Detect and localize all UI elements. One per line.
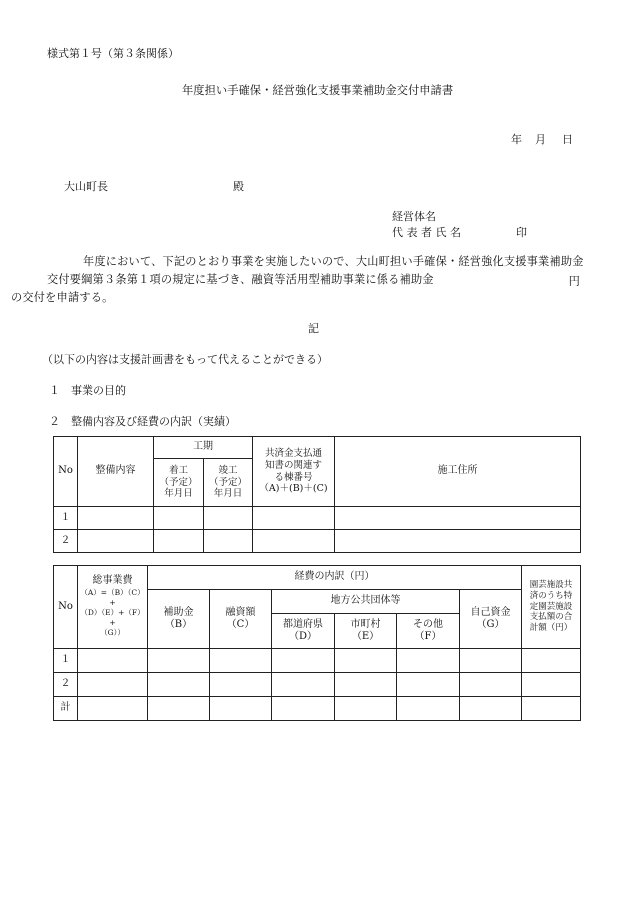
col-start: 着工 （予定） 年月日 xyxy=(154,459,204,507)
cell-prefecture[interactable] xyxy=(272,673,335,697)
col-end: 竣工 （予定） 年月日 xyxy=(204,459,253,507)
cell-own-funds[interactable] xyxy=(460,649,522,673)
cell-prefecture[interactable] xyxy=(272,649,335,673)
body-tail: の交付を申請する。 xyxy=(11,291,114,305)
cell-loan[interactable] xyxy=(210,673,272,697)
col-no: No xyxy=(54,566,78,649)
col-period: 工期 xyxy=(154,437,253,459)
cell-subsidy[interactable] xyxy=(148,697,210,721)
note-text: （以下の内容は支援計画書をもって代えることができる） xyxy=(42,353,328,366)
addressee-name: 大山町長 xyxy=(64,180,108,193)
cell-own-funds[interactable] xyxy=(460,673,522,697)
date-month: 月 xyxy=(535,133,546,146)
addressee-honorific: 殿 xyxy=(233,180,244,193)
cell-end[interactable] xyxy=(204,507,253,530)
section-2-heading: ２ 整備内容及び経費の内訳（実績） xyxy=(49,415,236,428)
cell-municipality[interactable] xyxy=(335,697,397,721)
date-year: 年 xyxy=(511,133,522,146)
cell-loan[interactable] xyxy=(210,697,272,721)
date-day: 日 xyxy=(562,133,573,146)
col-no: No xyxy=(54,437,78,507)
application-body xyxy=(11,253,592,307)
cell-other[interactable] xyxy=(397,649,460,673)
cell-prefecture[interactable] xyxy=(272,697,335,721)
col-prefecture: 都道府県 （D） xyxy=(272,614,335,649)
cell-municipality[interactable] xyxy=(335,649,397,673)
work-details-table xyxy=(53,436,581,553)
col-site: 施工住所 xyxy=(335,437,581,507)
table-row xyxy=(54,507,581,530)
col-local-government: 地方公共団体等 xyxy=(272,590,460,614)
cell-total[interactable] xyxy=(78,649,148,673)
col-total-cost: 総事業費 （A）=（B）（C）+ （D）（E）+（F）+ （G）） xyxy=(78,566,148,649)
cell-mutual[interactable] xyxy=(253,530,335,553)
section-1-heading: １ 事業の目的 xyxy=(49,384,126,397)
seal-mark: 印 xyxy=(516,226,527,239)
cell-site[interactable] xyxy=(335,507,581,530)
table-row xyxy=(54,649,581,673)
row-no: ２ xyxy=(54,530,78,553)
col-mutual-aid: 共済金支払通 知書の関連す る棟番号 （A)＋(B)＋(C) xyxy=(253,437,335,507)
row-no: １ xyxy=(54,649,78,673)
cell-subsidy[interactable] xyxy=(148,673,210,697)
col-subsidy: 補助金 （B） xyxy=(148,590,210,649)
cell-horticulture[interactable] xyxy=(522,673,581,697)
col-own-funds: 自己資金 （G） xyxy=(460,590,522,649)
cell-other[interactable] xyxy=(397,673,460,697)
cell-loan[interactable] xyxy=(210,649,272,673)
cell-mutual[interactable] xyxy=(253,507,335,530)
col-horticulture: 園芸施設共 済のうち特 定園芸施設 支払額の合 計額（円） xyxy=(522,566,581,649)
cell-start[interactable] xyxy=(154,507,204,530)
cell-start[interactable] xyxy=(154,530,204,553)
cell-total[interactable] xyxy=(78,673,148,697)
cell-content[interactable] xyxy=(78,507,154,530)
col-municipality: 市町村 （E） xyxy=(335,614,397,649)
applicant-entity-label: 経営体名 xyxy=(392,210,436,223)
col-content: 整備内容 xyxy=(78,437,154,507)
body-yen: 円 xyxy=(568,275,580,288)
table-row xyxy=(54,673,581,697)
applicant-representative-label: 代 表 者 氏 名 xyxy=(392,226,461,239)
col-other: その他 （F） xyxy=(397,614,460,649)
cell-content[interactable] xyxy=(78,530,154,553)
row-no: ２ xyxy=(54,673,78,697)
cell-horticulture[interactable] xyxy=(522,649,581,673)
col-loan: 融資額 （C） xyxy=(210,590,272,649)
cell-total[interactable] xyxy=(78,697,148,721)
row-no: １ xyxy=(54,507,78,530)
cell-horticulture[interactable] xyxy=(522,697,581,721)
cost-breakdown-table xyxy=(53,565,581,721)
form-id: 様式第１号（第３条関係） xyxy=(47,47,179,60)
ki-heading: 記 xyxy=(308,322,319,335)
cell-site[interactable] xyxy=(335,530,581,553)
cell-own-funds[interactable] xyxy=(460,697,522,721)
table-row-total xyxy=(54,697,581,721)
document-title: 年度担い手確保・経営強化支援事業補助金交付申請書 xyxy=(182,84,454,97)
cell-municipality[interactable] xyxy=(335,673,397,697)
cell-other[interactable] xyxy=(397,697,460,721)
cell-end[interactable] xyxy=(204,530,253,553)
col-breakdown: 経費の内訳（円） xyxy=(148,566,522,590)
row-total-label: 計 xyxy=(54,697,78,721)
cell-subsidy[interactable] xyxy=(148,649,210,673)
table-row xyxy=(54,530,581,553)
body-text: 年度において、下記のとおり事業を実施したいので、大山町担い手確保・経営強化支援事業補助金交付要綱第３条第１項の規定に基づき、融資等活用型補助事業に係る補助金 xyxy=(47,255,584,287)
